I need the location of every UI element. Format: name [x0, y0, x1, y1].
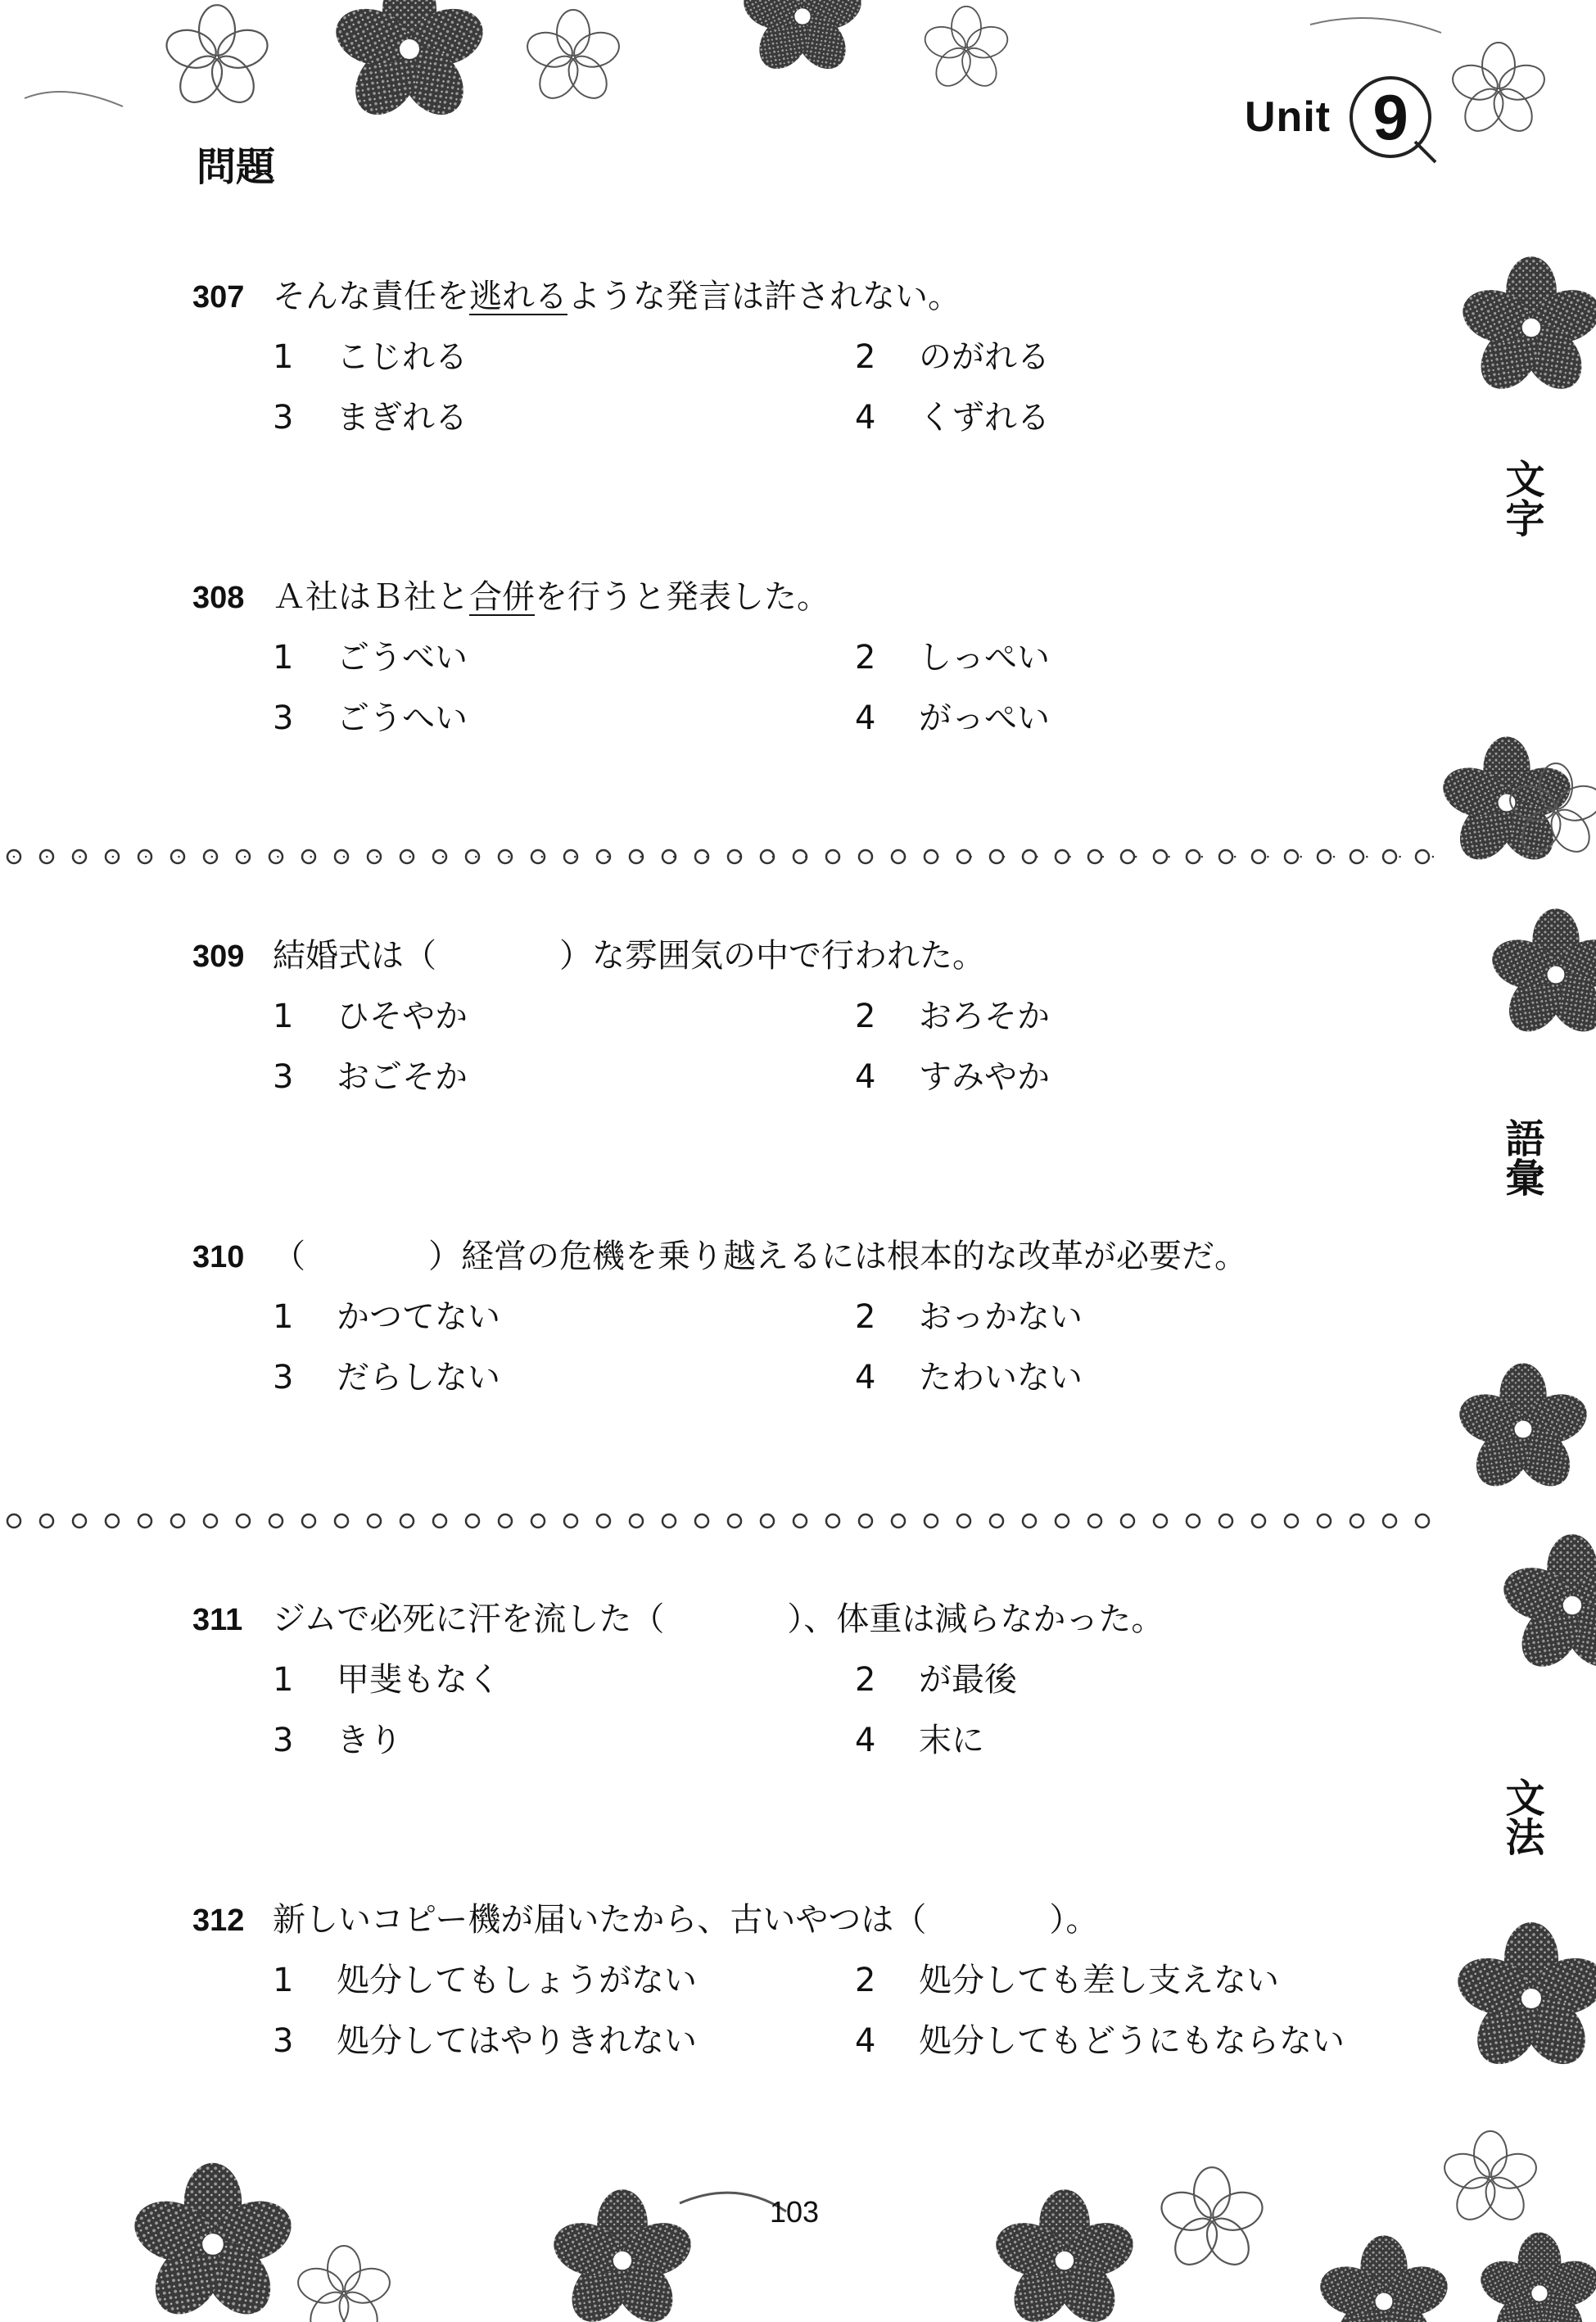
- option-1[interactable]: [273, 1287, 855, 1347]
- option-number: 4: [855, 699, 876, 737]
- option-text: おごそか: [337, 1058, 468, 1096]
- question-308: [192, 567, 1421, 749]
- section-title: 問題: [197, 144, 276, 190]
- option-3[interactable]: [273, 387, 855, 448]
- option-3[interactable]: [273, 1047, 855, 1107]
- options: [273, 1650, 1421, 1771]
- option-number: 1: [273, 639, 294, 677]
- option-number: 2: [855, 338, 876, 376]
- option-4[interactable]: [855, 387, 1437, 448]
- option-4[interactable]: [855, 1710, 1437, 1771]
- option-3[interactable]: [273, 1347, 855, 1408]
- option-text: 処分してはやりきれない: [337, 2022, 697, 2060]
- option-number: 4: [855, 1359, 876, 1396]
- stem-before: ジムで必死に汗を流した（: [273, 1600, 665, 1638]
- question-stem: [192, 1226, 1421, 1287]
- side-label-goi: 語彙: [1499, 1118, 1544, 1197]
- unit-label: Unit: [1245, 93, 1332, 141]
- option-text: ごうべい: [337, 639, 468, 677]
- option-text: ごうへい: [337, 699, 468, 737]
- question-text: [273, 1589, 1164, 1650]
- option-text: まぎれる: [337, 399, 468, 437]
- option-number: 4: [855, 399, 876, 437]
- option-text: かつてない: [337, 1298, 500, 1336]
- unit-number: 9: [1372, 80, 1408, 153]
- question-text: [273, 266, 961, 327]
- option-text: おろそか: [919, 998, 1050, 1035]
- stem-before: そんな責任を: [273, 278, 469, 315]
- option-1[interactable]: [273, 1650, 855, 1710]
- option-text: くずれる: [919, 399, 1050, 437]
- question-312: [192, 1890, 1421, 2071]
- option-4[interactable]: [855, 688, 1437, 749]
- question-text: [273, 567, 830, 627]
- question-number: 307: [192, 280, 245, 315]
- option-text: こじれる: [337, 338, 468, 376]
- option-text: のがれる: [919, 338, 1050, 376]
- option-number: 1: [273, 998, 294, 1035]
- stem-after: ）経営の危機を乗り越えるには根本的な改革が必要だ。: [428, 1238, 1247, 1275]
- option-number: 3: [273, 399, 294, 437]
- options: [273, 1287, 1421, 1408]
- stem-before: 結婚式は（: [273, 937, 436, 975]
- question-stem: [192, 1890, 1421, 1950]
- option-number: 4: [855, 2022, 876, 2060]
- option-number: 2: [855, 1298, 876, 1336]
- option-number: 4: [855, 1058, 876, 1096]
- dotted-divider: [4, 1509, 1454, 1533]
- options: [273, 627, 1421, 749]
- option-1[interactable]: [273, 327, 855, 387]
- option-2[interactable]: [855, 1650, 1437, 1710]
- stem-after: を行うと発表した。: [535, 578, 830, 616]
- question-310: [192, 1226, 1421, 1408]
- unit-number-badge: [1337, 64, 1444, 170]
- option-number: 1: [273, 338, 294, 376]
- question-307: [192, 266, 1421, 448]
- option-2[interactable]: [855, 1950, 1437, 2011]
- question-text: [273, 1890, 1098, 1950]
- option-text: きり: [337, 1722, 402, 1759]
- dotted-divider: [4, 844, 1454, 869]
- side-label-bunpou: 文法: [1499, 1777, 1544, 1856]
- option-text: 処分してもどうにもならない: [919, 2022, 1345, 2060]
- options: [273, 1950, 1421, 2071]
- stem-before: Ａ社はＢ社と: [273, 578, 469, 616]
- side-label-moji: 文字: [1499, 459, 1544, 537]
- question-number: 311: [192, 1603, 243, 1637]
- question-309: [192, 926, 1421, 1107]
- option-number: 3: [273, 1722, 294, 1759]
- question-stem: [192, 266, 1421, 327]
- option-1[interactable]: [273, 627, 855, 688]
- option-4[interactable]: [855, 1347, 1437, 1408]
- option-text: たわいない: [919, 1359, 1083, 1396]
- option-4[interactable]: [855, 1047, 1437, 1107]
- options: [273, 986, 1421, 1107]
- question-stem: [192, 567, 1421, 627]
- option-text: ひそやか: [337, 998, 468, 1035]
- option-3[interactable]: [273, 688, 855, 749]
- stem-after: ）、体重は減らなかった。: [787, 1600, 1164, 1638]
- option-number: 1: [273, 1661, 294, 1699]
- question-number: 308: [192, 581, 245, 615]
- option-text: だらしない: [337, 1359, 500, 1396]
- unit-badge: [1245, 64, 1444, 170]
- stem-after: ような発言は許されない。: [567, 278, 961, 315]
- option-3[interactable]: [273, 2011, 855, 2071]
- option-number: 4: [855, 1722, 876, 1759]
- question-stem: [192, 926, 1421, 986]
- stem-after: ）。: [1049, 1901, 1099, 1939]
- option-text: が最後: [919, 1661, 1017, 1699]
- question-stem: [192, 1589, 1421, 1650]
- stem-after: ）な雰囲気の中で行われた。: [559, 937, 985, 975]
- underlined-target: 合併: [469, 578, 535, 616]
- stem-before: 新しいコピー機が届いたから、古いやつは（: [273, 1901, 927, 1939]
- option-2[interactable]: [855, 627, 1437, 688]
- option-number: 3: [273, 1359, 294, 1396]
- option-number: 1: [273, 1298, 294, 1336]
- underlined-target: 逃れる: [469, 278, 567, 315]
- option-text: おっかない: [919, 1298, 1083, 1336]
- option-2[interactable]: [855, 986, 1437, 1047]
- option-1[interactable]: [273, 1950, 855, 2011]
- page-number: 103: [770, 2195, 820, 2229]
- option-1[interactable]: [273, 986, 855, 1047]
- option-number: 3: [273, 1058, 294, 1096]
- option-4[interactable]: [855, 2011, 1437, 2071]
- option-number: 2: [855, 1661, 876, 1699]
- question-number: 312: [192, 1903, 245, 1938]
- options: [273, 327, 1421, 448]
- stem-before: （: [273, 1238, 305, 1275]
- option-number: 1: [273, 1962, 294, 1999]
- option-3[interactable]: [273, 1710, 855, 1771]
- question-number: 310: [192, 1240, 245, 1274]
- option-text: 甲斐もなく: [337, 1661, 500, 1699]
- question-text: [273, 1226, 1247, 1287]
- option-number: 2: [855, 639, 876, 677]
- option-2[interactable]: [855, 327, 1437, 387]
- option-text: がっぺい: [919, 699, 1050, 737]
- option-number: 2: [855, 1962, 876, 1999]
- option-text: 処分してもしょうがない: [337, 1962, 697, 1999]
- option-number: 3: [273, 699, 294, 737]
- option-text: 末に: [919, 1722, 984, 1759]
- question-number: 309: [192, 939, 245, 974]
- question-text: [273, 926, 985, 986]
- option-text: すみやか: [919, 1058, 1050, 1096]
- option-number: 2: [855, 998, 876, 1035]
- option-text: 処分しても差し支えない: [919, 1962, 1279, 1999]
- option-2[interactable]: [855, 1287, 1437, 1347]
- option-text: しっぺい: [919, 639, 1050, 677]
- option-number: 3: [273, 2022, 294, 2060]
- question-311: [192, 1589, 1421, 1771]
